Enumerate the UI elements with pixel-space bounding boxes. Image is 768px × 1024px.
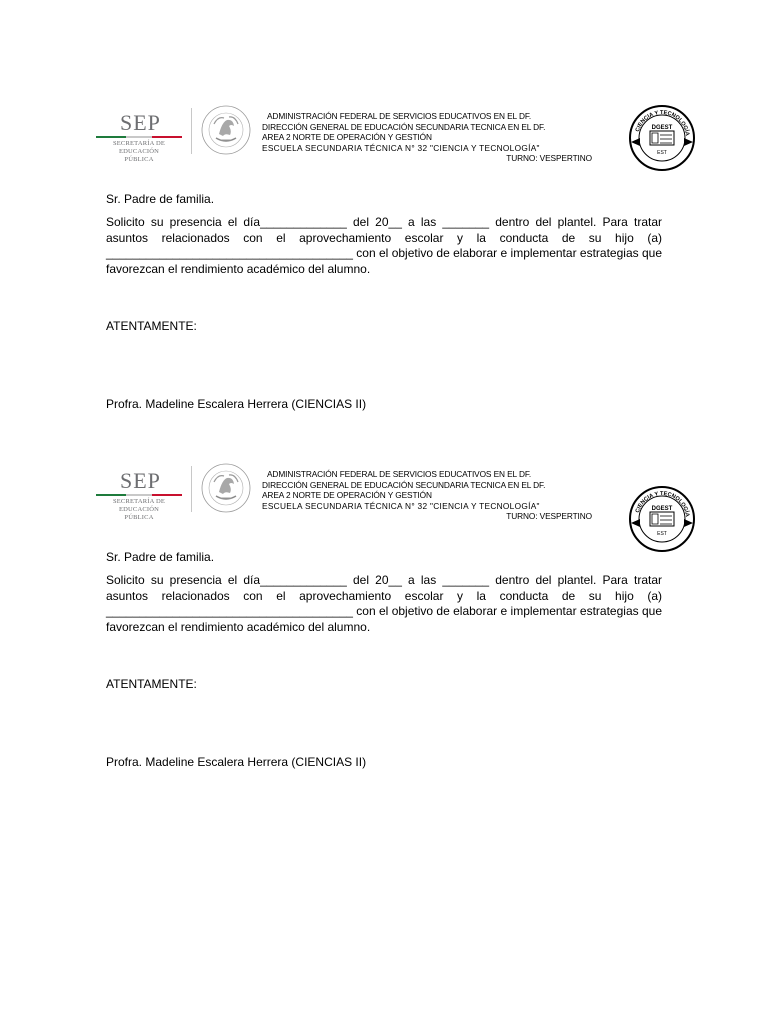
sep-subtitle-line1: SECRETARÍA DE	[112, 140, 166, 147]
header-line-2: DIRECCIÓN GENERAL DE EDUCACIÓN SECUNDARIA TECNICA EN EL DF.	[262, 121, 546, 132]
citation-paragraph	[106, 573, 662, 635]
sep-logo	[96, 110, 186, 163]
sep-subtitle-line1: SECRETARÍA DE	[112, 498, 166, 505]
header-line-4: ESCUELA SECUNDARIA TÉCNICA N° 32 "CIENCIA Y TECNOLOGÍA"	[262, 500, 540, 511]
institution-header	[262, 111, 592, 164]
dgest-bottom-label: EST	[657, 150, 667, 156]
dgest-center-label: DGEST	[651, 125, 673, 131]
dgest-ring-text: CIENCIA Y TECNOLOGÍA	[634, 109, 690, 137]
dgest-school-logo	[628, 104, 696, 172]
institution-header	[262, 469, 592, 522]
citation-paragraph-text: Solicito su presencia el día_____________ del 20__ a las _______ dentro del plantel. Para tratar asuntos relacionados con el aprovechamiento escolar y la conducta de su hijo (a) _____________________________________ con el objetivo de elaborar e implementar estrategias que favorezcan el rendimiento académico del alumno.	[106, 573, 662, 634]
salutation: Sr. Padre de familia.	[106, 192, 215, 206]
sep-wordmark: SEP	[120, 110, 161, 135]
salutation: Sr. Padre de familia.	[106, 550, 215, 564]
closing: ATENTAMENTE:	[106, 677, 197, 691]
closing: ATENTAMENTE:	[106, 319, 197, 333]
sep-tricolor-line	[96, 136, 182, 138]
header-line-1: ADMINISTRACIÓN FEDERAL DE SERVICIOS EDUCATIVOS EN EL DF.	[267, 469, 532, 479]
citation-letter-2	[0, 458, 768, 788]
citation-paragraph-text: Solicito su presencia el día_____________ del 20__ a las _______ dentro del plantel. Para tratar asuntos relacionados con el aprovechamiento escolar y la conducta de su hijo (a) _____________________________________ con el objetivo de elaborar e implementar estrategias que favorezcan el rendimiento académico del alumno.	[106, 215, 662, 276]
logo-divider	[191, 466, 192, 512]
header-line-3: AREA 2 NORTE DE OPERACIÓN Y GESTIÓN	[262, 490, 432, 500]
dgest-school-logo	[628, 485, 696, 553]
dgest-bottom-label: EST	[657, 531, 667, 537]
sep-logo	[96, 468, 186, 521]
sep-subtitle-line2: EDUCACIÓN PÚBLICA	[118, 148, 160, 163]
citation-paragraph	[106, 215, 662, 277]
turno-label: TURNO: VESPERTINO	[506, 511, 592, 521]
header-line-1: ADMINISTRACIÓN FEDERAL DE SERVICIOS EDUCATIVOS EN EL DF.	[267, 111, 532, 121]
header-line-2: DIRECCIÓN GENERAL DE EDUCACIÓN SECUNDARIA TECNICA EN EL DF.	[262, 479, 546, 490]
mexican-eagle-seal-icon	[200, 462, 252, 514]
dgest-center-label: DGEST	[651, 506, 673, 512]
mexican-eagle-seal-icon	[200, 104, 252, 156]
citation-letter-1	[0, 100, 768, 430]
header-line-3: AREA 2 NORTE DE OPERACIÓN Y GESTIÓN	[262, 132, 432, 142]
dgest-ring-text: CIENCIA Y TECNOLOGÍA	[634, 490, 690, 518]
signature-line: Profra. Madeline Escalera Herrera (CIENCIAS II)	[106, 397, 367, 411]
logo-divider	[191, 108, 192, 154]
sep-subtitle-line2: EDUCACIÓN PÚBLICA	[118, 506, 160, 521]
header-line-4: ESCUELA SECUNDARIA TÉCNICA N° 32 "CIENCIA Y TECNOLOGÍA"	[262, 142, 540, 153]
turno-label: TURNO: VESPERTINO	[506, 153, 592, 163]
sep-subtitle	[104, 498, 174, 522]
sep-subtitle	[104, 140, 174, 164]
sep-wordmark: SEP	[120, 468, 161, 493]
signature-line: Profra. Madeline Escalera Herrera (CIENCIAS II)	[106, 755, 367, 769]
sep-tricolor-line	[96, 494, 182, 496]
